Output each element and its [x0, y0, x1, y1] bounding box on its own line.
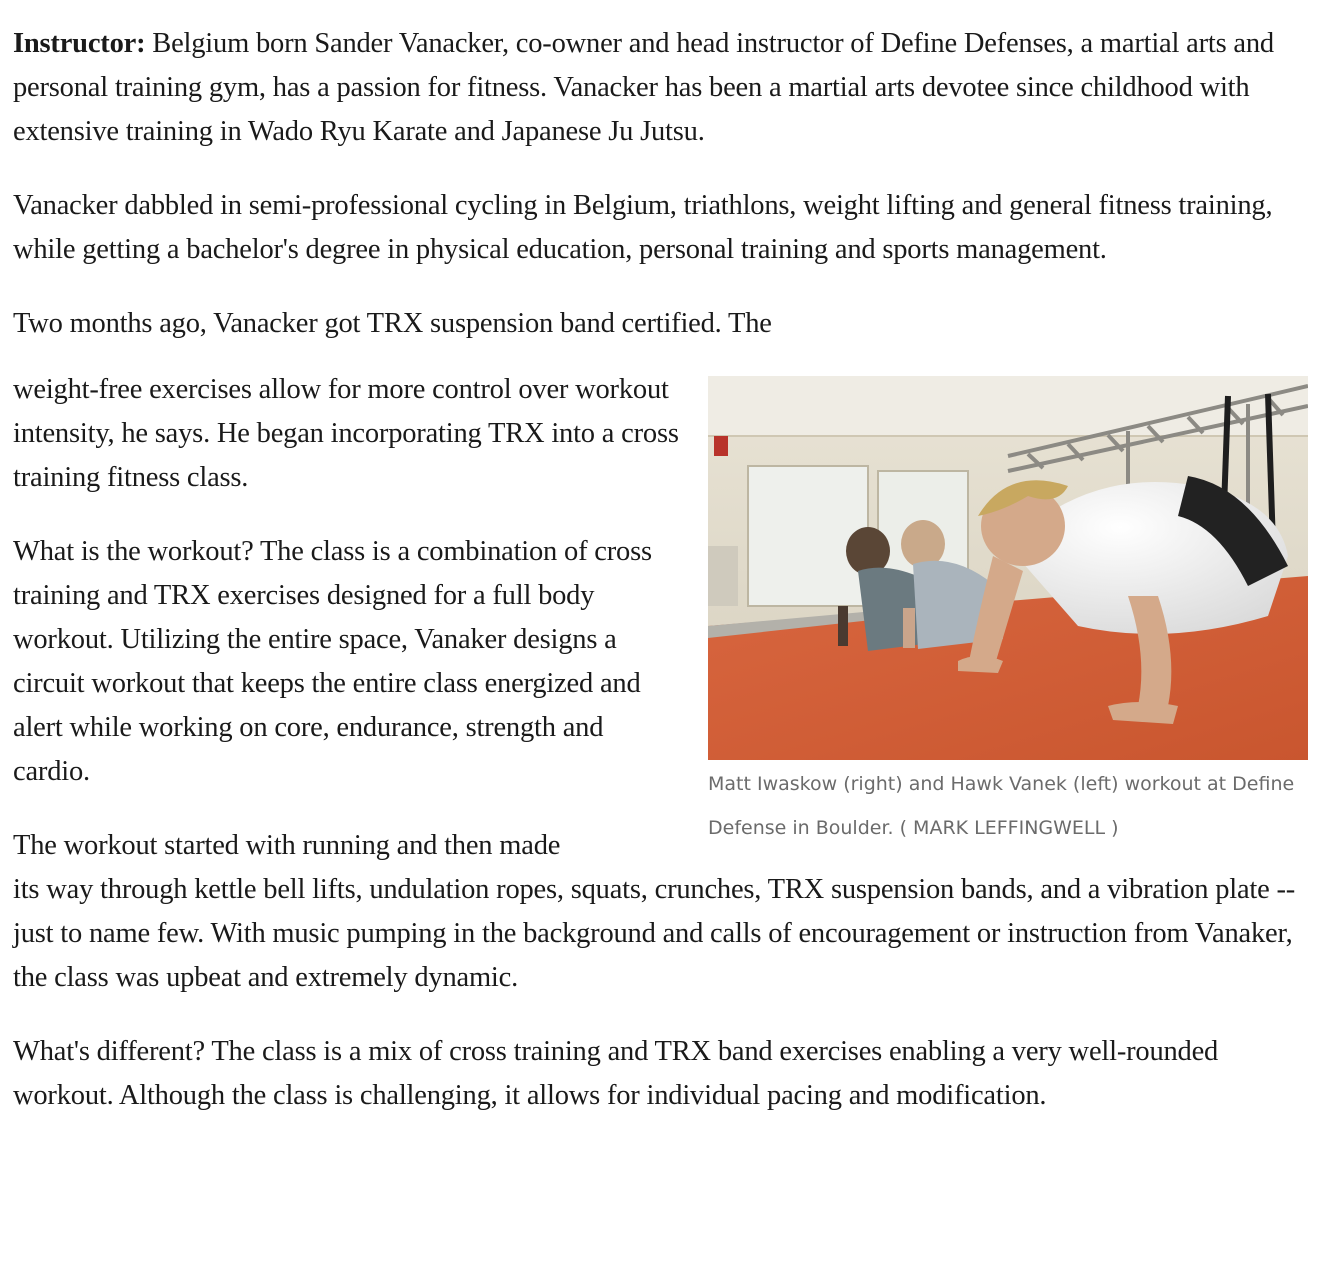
- photo-caption: Matt Iwaskow (right) and Hawk Vanek (left) workout at Define Defense in Boulder. ( MARK LEFFINGWELL ): [708, 773, 1295, 839]
- paragraph-certification: Two months ago, Vanacker got TRX suspension band certified. The: [13, 308, 772, 339]
- instructor-label: Instructor:: [13, 28, 146, 59]
- article-body: [13, 22, 1313, 1148]
- workout-description-start: The workout started with running and then made: [13, 830, 561, 861]
- instructor-text: Belgium born Sander Vanacker, co-owner and head instructor of Define Defenses, a martial arts and personal training gym, has a passion for fitness. Vanacker has been a martial arts devotee since childhood with extensive training in Wado Ryu Karate and Japanese Ju Jutsu.: [13, 28, 1274, 147]
- gym-photo[interactable]: [708, 376, 1308, 760]
- paragraph-what-is-workout: What is the workout? The class is a combination of cross training and TRX exercises designed for a full body workout. Utilizing the entire space, Vanaker designs a circuit workout that keeps the entire class energized and alert while working on core, endurance, strength and cardio.: [13, 536, 652, 787]
- paragraph-instructor: [13, 22, 1313, 154]
- paragraph-workout-description: [13, 824, 1313, 1000]
- paragraph-trx-class: weight-free exercises allow for more control over workout intensity, he says. He began incorporating TRX into a cross training fitness class.: [13, 374, 679, 493]
- workout-description-rest: its way through kettle bell lifts, undulation ropes, squats, crunches, TRX suspension bands, and a vibration plate -- just to name few. With music pumping in the background and calls of encouragement or instruction from Vanaker, the class was upbeat and extremely dynamic.: [13, 874, 1296, 993]
- paragraph-background: Vanacker dabbled in semi-professional cycling in Belgium, triathlons, weight lifting and general fitness training, while getting a bachelor's degree in physical education, personal training and sports management.: [13, 190, 1273, 265]
- paragraph-whats-different: What's different? The class is a mix of cross training and TRX band exercises enabling a very well-rounded workout. Although the class is challenging, it allows for individual pacing and modification.: [13, 1036, 1219, 1111]
- article-figure: [708, 376, 1308, 850]
